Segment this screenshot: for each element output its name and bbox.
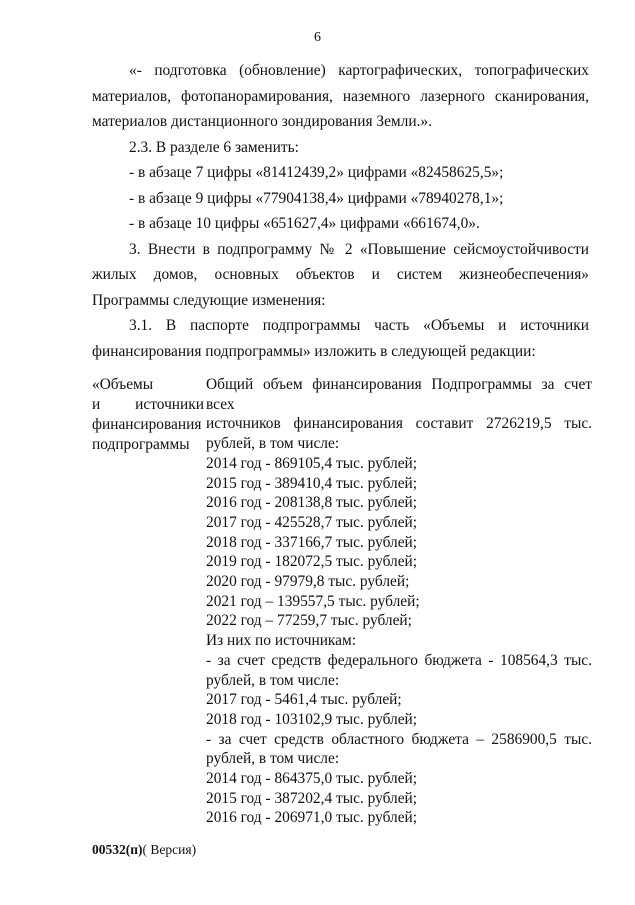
paragraph-quote-item: «- подготовка (обновление) картографических, топографических материалов, фотопанорамирования, наземного лазерного сканирования, материалов дистанционного зондирования Земли.». xyxy=(92,62,589,130)
document-body xyxy=(92,58,589,364)
label-line: и источники xyxy=(92,396,204,413)
content-line: 2015 год - 389410,4 тыс. рублей; xyxy=(206,474,418,492)
content-line: 2019 год - 182072,5 тыс. рублей; xyxy=(206,553,418,571)
paragraph-replace-9: - в абзаце 9 цифры «77904138,4» цифрами «78940278,1»; xyxy=(129,189,504,207)
paragraph-replace-10: - в абзаце 10 цифры «651627,4» цифрами «661674,0». xyxy=(129,215,480,232)
content-line: 2016 год - 208138,8 тыс. рублей; xyxy=(206,494,418,512)
page-number: 6 xyxy=(314,30,321,45)
content-line: 2020 год - 97979,8 тыс. рублей; xyxy=(206,573,410,591)
content-line: - за счет средств областного бюджета – 2586900,5 тыс. xyxy=(206,730,592,748)
document-footer xyxy=(92,842,196,858)
label-line: подпрограммы xyxy=(92,436,190,453)
content-line: - за счет средств федерального бюджета - 108564,3 тыс. xyxy=(206,651,592,669)
content-line: 2021 год – 139557,5 тыс. рублей; xyxy=(206,592,420,610)
content-line: 2017 год - 5461,4 тыс. рублей; xyxy=(206,691,402,709)
content-line: рублей, в том числе: xyxy=(206,435,340,453)
paragraph-section-3: 3. Внести в подпрограмму № 2 «Повышение сейсмоустойчивости жилых домов, основных объектов и систем жизнеобеспечения» Программы следующие изменения: xyxy=(92,240,589,309)
document-version: ( Версия) xyxy=(142,842,197,857)
content-line: 2017 год - 425528,7 тыс. рублей; xyxy=(206,513,418,531)
content-line: Общий объем финансирования Подпрограммы за счет всех xyxy=(206,376,592,413)
content-line: рублей, в том числе: xyxy=(206,671,340,689)
content-line: Из них по источникам: xyxy=(206,632,357,650)
content-line: 2018 год - 103102,9 тыс. рублей; xyxy=(206,710,418,728)
paragraph-section-3-1: 3.1. В паспорте подпрограммы часть «Объемы и источники финансирования подпрограммы» изложить в следующей редакции: xyxy=(92,317,589,360)
funding-table-content xyxy=(206,375,592,828)
content-line: рублей, в том числе: xyxy=(206,750,340,768)
content-line: 2022 год – 77259,7 тыс. рублей; xyxy=(206,612,412,630)
content-line: источников финансирования составит 2726219,5 тыс. xyxy=(206,415,592,433)
funding-table-label xyxy=(92,375,204,455)
document-code: 00532(п) xyxy=(92,842,143,857)
content-line: 2014 год - 869105,4 тыс. рублей; xyxy=(206,454,418,472)
label-line: «Объемы xyxy=(92,376,154,393)
paragraph-section-2-3: 2.3. В разделе 6 заменить: xyxy=(129,138,299,156)
label-line: финансирования xyxy=(92,416,202,433)
content-line: 2014 год - 864375,0 тыс. рублей; xyxy=(206,770,418,788)
paragraph-replace-7: - в абзаце 7 цифры «81412439,2» цифрами «82458625,5»; xyxy=(129,164,504,181)
content-line: 2016 год - 206971,0 тыс. рублей; xyxy=(206,809,418,827)
content-line: 2018 год - 337166,7 тыс. рублей; xyxy=(206,533,418,551)
content-line: 2015 год - 387202,4 тыс. рублей; xyxy=(206,789,418,807)
